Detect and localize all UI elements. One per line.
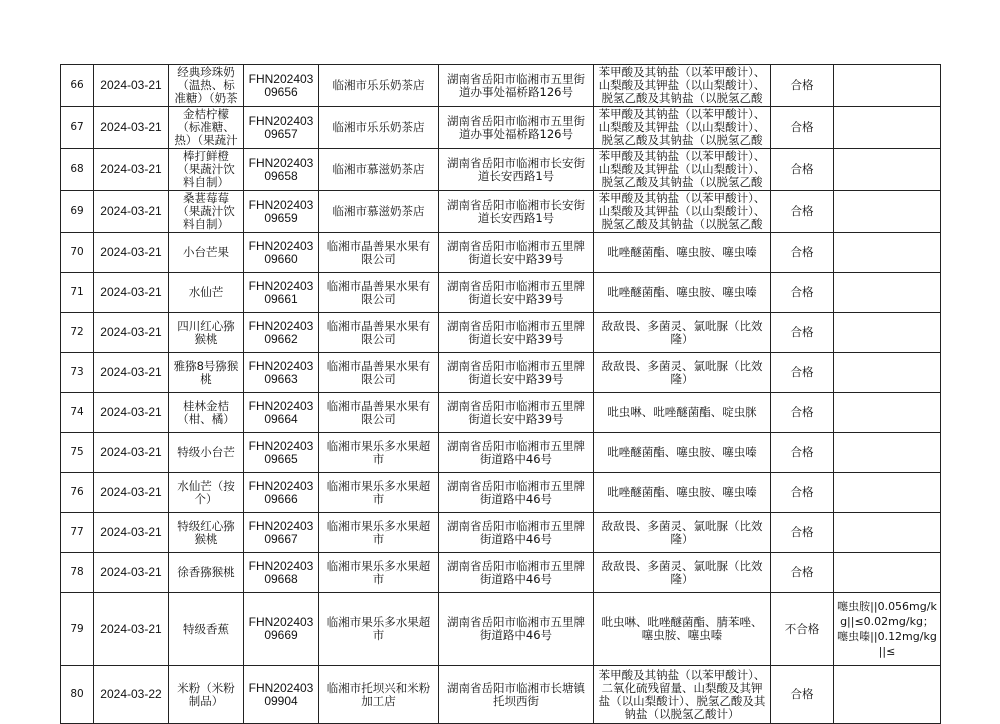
sample-date: 2024-03-21 (94, 393, 169, 433)
sample-code: FHN20240309667 (244, 513, 319, 553)
test-items: 吡虫啉、吡唑醚菌酯、啶虫脒 (594, 393, 771, 433)
test-items: 敌敌畏、多菌灵、氯吡脲（比效隆） (594, 553, 771, 593)
store-name: 临湘市果乐多水果超市 (319, 473, 439, 513)
table-row (61, 473, 941, 513)
sample-name: 米粉（米粉制品） (169, 666, 244, 724)
table-row (61, 393, 941, 433)
store-address: 湖南省岳阳市临湘市五里牌街道长安中路39号 (439, 273, 594, 313)
test-items: 苯甲酸及其钠盐（以苯甲酸计）、山梨酸及其钾盐（以山梨酸计）、脱氢乙酸及其钠盐（以脱氢乙酸 (594, 191, 771, 233)
failing-item-note (834, 273, 941, 313)
store-address: 湖南省岳阳市临湘市五里牌街道路中46号 (439, 513, 594, 553)
failing-item-note (834, 65, 941, 107)
test-result: 合格 (771, 273, 834, 313)
test-result: 合格 (771, 191, 834, 233)
sample-name: 特级香蕉 (169, 593, 244, 666)
table-body (61, 65, 941, 724)
test-result: 合格 (771, 553, 834, 593)
test-items: 苯甲酸及其钠盐（以苯甲酸计）、山梨酸及其钾盐（以山梨酸计）、脱氢乙酸及其钠盐（以脱氢乙酸 (594, 107, 771, 149)
sample-date: 2024-03-21 (94, 149, 169, 191)
store-address: 湖南省岳阳市临湘市五里牌街道路中46号 (439, 553, 594, 593)
test-items: 苯甲酸及其钠盐（以苯甲酸计）、山梨酸及其钾盐（以山梨酸计）、脱氢乙酸及其钠盐（以脱氢乙酸 (594, 65, 771, 107)
sample-name: 小台芒果 (169, 233, 244, 273)
sample-code: FHN20240309659 (244, 191, 319, 233)
results-table (60, 64, 941, 724)
test-result: 合格 (771, 107, 834, 149)
store-name: 临湘市晶善果水果有限公司 (319, 233, 439, 273)
sample-name: 棒打鲜橙（果蔬汁饮料自制） (169, 149, 244, 191)
row-number: 79 (61, 593, 94, 666)
store-address: 湖南省岳阳市临湘市长安街道长安西路1号 (439, 191, 594, 233)
row-number: 72 (61, 313, 94, 353)
sample-name: 经典珍珠奶（温热、标准糖）（奶茶 (169, 65, 244, 107)
store-name: 临湘市晶善果水果有限公司 (319, 353, 439, 393)
test-items: 敌敌畏、多菌灵、氯吡脲（比效隆） (594, 313, 771, 353)
sample-date: 2024-03-21 (94, 313, 169, 353)
store-address: 湖南省岳阳市临湘市五里牌街道长安中路39号 (439, 313, 594, 353)
table-row (61, 313, 941, 353)
failing-item-note: 噻虫胺||0.056mg/kg||≤0.02mg/kg；噻虫嗪||0.12mg/kg||≤ (834, 593, 941, 666)
failing-item-note (834, 433, 941, 473)
sample-date: 2024-03-21 (94, 553, 169, 593)
sample-date: 2024-03-21 (94, 513, 169, 553)
table-row (61, 593, 941, 666)
test-items: 敌敌畏、多菌灵、氯吡脲（比效隆） (594, 353, 771, 393)
row-number: 71 (61, 273, 94, 313)
table-row (61, 553, 941, 593)
table-row (61, 513, 941, 553)
failing-item-note (834, 107, 941, 149)
test-result: 合格 (771, 313, 834, 353)
test-result: 合格 (771, 233, 834, 273)
sample-code: FHN20240309663 (244, 353, 319, 393)
sample-code: FHN20240309669 (244, 593, 319, 666)
table-row (61, 433, 941, 473)
test-items: 苯甲酸及其钠盐（以苯甲酸计）、二氧化硫残留量、山梨酸及其钾盐（以山梨酸计）、脱氢乙酸及其钠盐（以脱氢乙酸计） (594, 666, 771, 724)
test-items: 吡唑醚菌酯、噻虫胺、噻虫嗪 (594, 433, 771, 473)
row-number: 78 (61, 553, 94, 593)
sample-code: FHN20240309904 (244, 666, 319, 724)
test-items: 吡唑醚菌酯、噻虫胺、噻虫嗪 (594, 233, 771, 273)
failing-item-note (834, 313, 941, 353)
row-number: 76 (61, 473, 94, 513)
store-name: 临湘市果乐多水果超市 (319, 553, 439, 593)
sample-code: FHN20240309656 (244, 65, 319, 107)
sample-date: 2024-03-21 (94, 433, 169, 473)
row-number: 67 (61, 107, 94, 149)
failing-item-note (834, 513, 941, 553)
store-address: 湖南省岳阳市临湘市五里街道办事处福桥路126号 (439, 107, 594, 149)
store-name: 临湘市慕滋奶茶店 (319, 149, 439, 191)
sample-name: 水仙芒 (169, 273, 244, 313)
test-items: 吡虫啉、吡唑醚菌酯、腈苯唑、噻虫胺、噻虫嗪 (594, 593, 771, 666)
row-number: 68 (61, 149, 94, 191)
test-result: 不合格 (771, 593, 834, 666)
sample-date: 2024-03-21 (94, 191, 169, 233)
test-result: 合格 (771, 513, 834, 553)
sample-name: 雅猕8号猕猴桃 (169, 353, 244, 393)
failing-item-note (834, 149, 941, 191)
store-name: 临湘市慕滋奶茶店 (319, 191, 439, 233)
test-result: 合格 (771, 666, 834, 724)
store-name: 临湘市乐乐奶茶店 (319, 107, 439, 149)
failing-item-note (834, 666, 941, 724)
sample-date: 2024-03-21 (94, 233, 169, 273)
inspection-results-table (60, 64, 940, 724)
sample-date: 2024-03-21 (94, 593, 169, 666)
store-name: 临湘市乐乐奶茶店 (319, 65, 439, 107)
store-address: 湖南省岳阳市临湘市五里牌街道路中46号 (439, 593, 594, 666)
store-address: 湖南省岳阳市临湘市五里牌街道长安中路39号 (439, 233, 594, 273)
store-address: 湖南省岳阳市临湘市五里牌街道长安中路39号 (439, 353, 594, 393)
sample-name: 金桔柠檬（标准糖、热）（果蔬汁 (169, 107, 244, 149)
failing-item-note (834, 233, 941, 273)
failing-item-note (834, 553, 941, 593)
table-row (61, 273, 941, 313)
store-address: 湖南省岳阳市临湘市五里牌街道长安中路39号 (439, 393, 594, 433)
row-number: 77 (61, 513, 94, 553)
sample-code: FHN20240309668 (244, 553, 319, 593)
store-address: 湖南省岳阳市临湘市五里牌街道路中46号 (439, 473, 594, 513)
store-name: 临湘市果乐多水果超市 (319, 513, 439, 553)
table-row (61, 149, 941, 191)
store-address: 湖南省岳阳市临湘市长塘镇托坝西街 (439, 666, 594, 724)
store-name: 临湘市托坝兴和米粉加工店 (319, 666, 439, 724)
sample-code: FHN20240309658 (244, 149, 319, 191)
store-name: 临湘市晶善果水果有限公司 (319, 393, 439, 433)
sample-date: 2024-03-21 (94, 107, 169, 149)
test-result: 合格 (771, 65, 834, 107)
sample-code: FHN20240309666 (244, 473, 319, 513)
sample-date: 2024-03-21 (94, 273, 169, 313)
sample-name: 桂林金桔（柑、橘） (169, 393, 244, 433)
failing-item-note (834, 393, 941, 433)
table-row (61, 191, 941, 233)
row-number: 69 (61, 191, 94, 233)
failing-item-note (834, 191, 941, 233)
sample-code: FHN20240309661 (244, 273, 319, 313)
failing-item-note (834, 473, 941, 513)
test-items: 苯甲酸及其钠盐（以苯甲酸计）、山梨酸及其钾盐（以山梨酸计）、脱氢乙酸及其钠盐（以脱氢乙酸 (594, 149, 771, 191)
sample-date: 2024-03-21 (94, 65, 169, 107)
test-result: 合格 (771, 149, 834, 191)
store-name: 临湘市果乐多水果超市 (319, 433, 439, 473)
table-row (61, 65, 941, 107)
sample-name: 特级小台芒 (169, 433, 244, 473)
sample-code: FHN20240309660 (244, 233, 319, 273)
sample-code: FHN20240309662 (244, 313, 319, 353)
store-name: 临湘市晶善果水果有限公司 (319, 273, 439, 313)
row-number: 73 (61, 353, 94, 393)
row-number: 66 (61, 65, 94, 107)
sample-name: 桑葚莓莓（果蔬汁饮料自制） (169, 191, 244, 233)
sample-name: 水仙芒（按个） (169, 473, 244, 513)
table-row (61, 666, 941, 724)
test-result: 合格 (771, 353, 834, 393)
table-row (61, 107, 941, 149)
row-number: 80 (61, 666, 94, 724)
test-items: 吡唑醚菌酯、噻虫胺、噻虫嗪 (594, 473, 771, 513)
sample-date: 2024-03-21 (94, 473, 169, 513)
test-result: 合格 (771, 473, 834, 513)
sample-code: FHN20240309657 (244, 107, 319, 149)
row-number: 75 (61, 433, 94, 473)
sample-date: 2024-03-21 (94, 353, 169, 393)
store-address: 湖南省岳阳市临湘市长安街道长安西路1号 (439, 149, 594, 191)
sample-name: 四川红心猕猴桃 (169, 313, 244, 353)
store-address: 湖南省岳阳市临湘市五里街道办事处福桥路126号 (439, 65, 594, 107)
sample-code: FHN20240309664 (244, 393, 319, 433)
store-name: 临湘市果乐多水果超市 (319, 593, 439, 666)
sample-date: 2024-03-22 (94, 666, 169, 724)
row-number: 74 (61, 393, 94, 433)
test-items: 敌敌畏、多菌灵、氯吡脲（比效隆） (594, 513, 771, 553)
sample-code: FHN20240309665 (244, 433, 319, 473)
row-number: 70 (61, 233, 94, 273)
test-result: 合格 (771, 433, 834, 473)
sample-name: 徐香猕猴桃 (169, 553, 244, 593)
table-row (61, 353, 941, 393)
store-name: 临湘市晶善果水果有限公司 (319, 313, 439, 353)
test-result: 合格 (771, 393, 834, 433)
test-items: 吡唑醚菌酯、噻虫胺、噻虫嗪 (594, 273, 771, 313)
table-row (61, 233, 941, 273)
failing-item-note (834, 353, 941, 393)
store-address: 湖南省岳阳市临湘市五里牌街道路中46号 (439, 433, 594, 473)
sample-name: 特级红心猕猴桃 (169, 513, 244, 553)
